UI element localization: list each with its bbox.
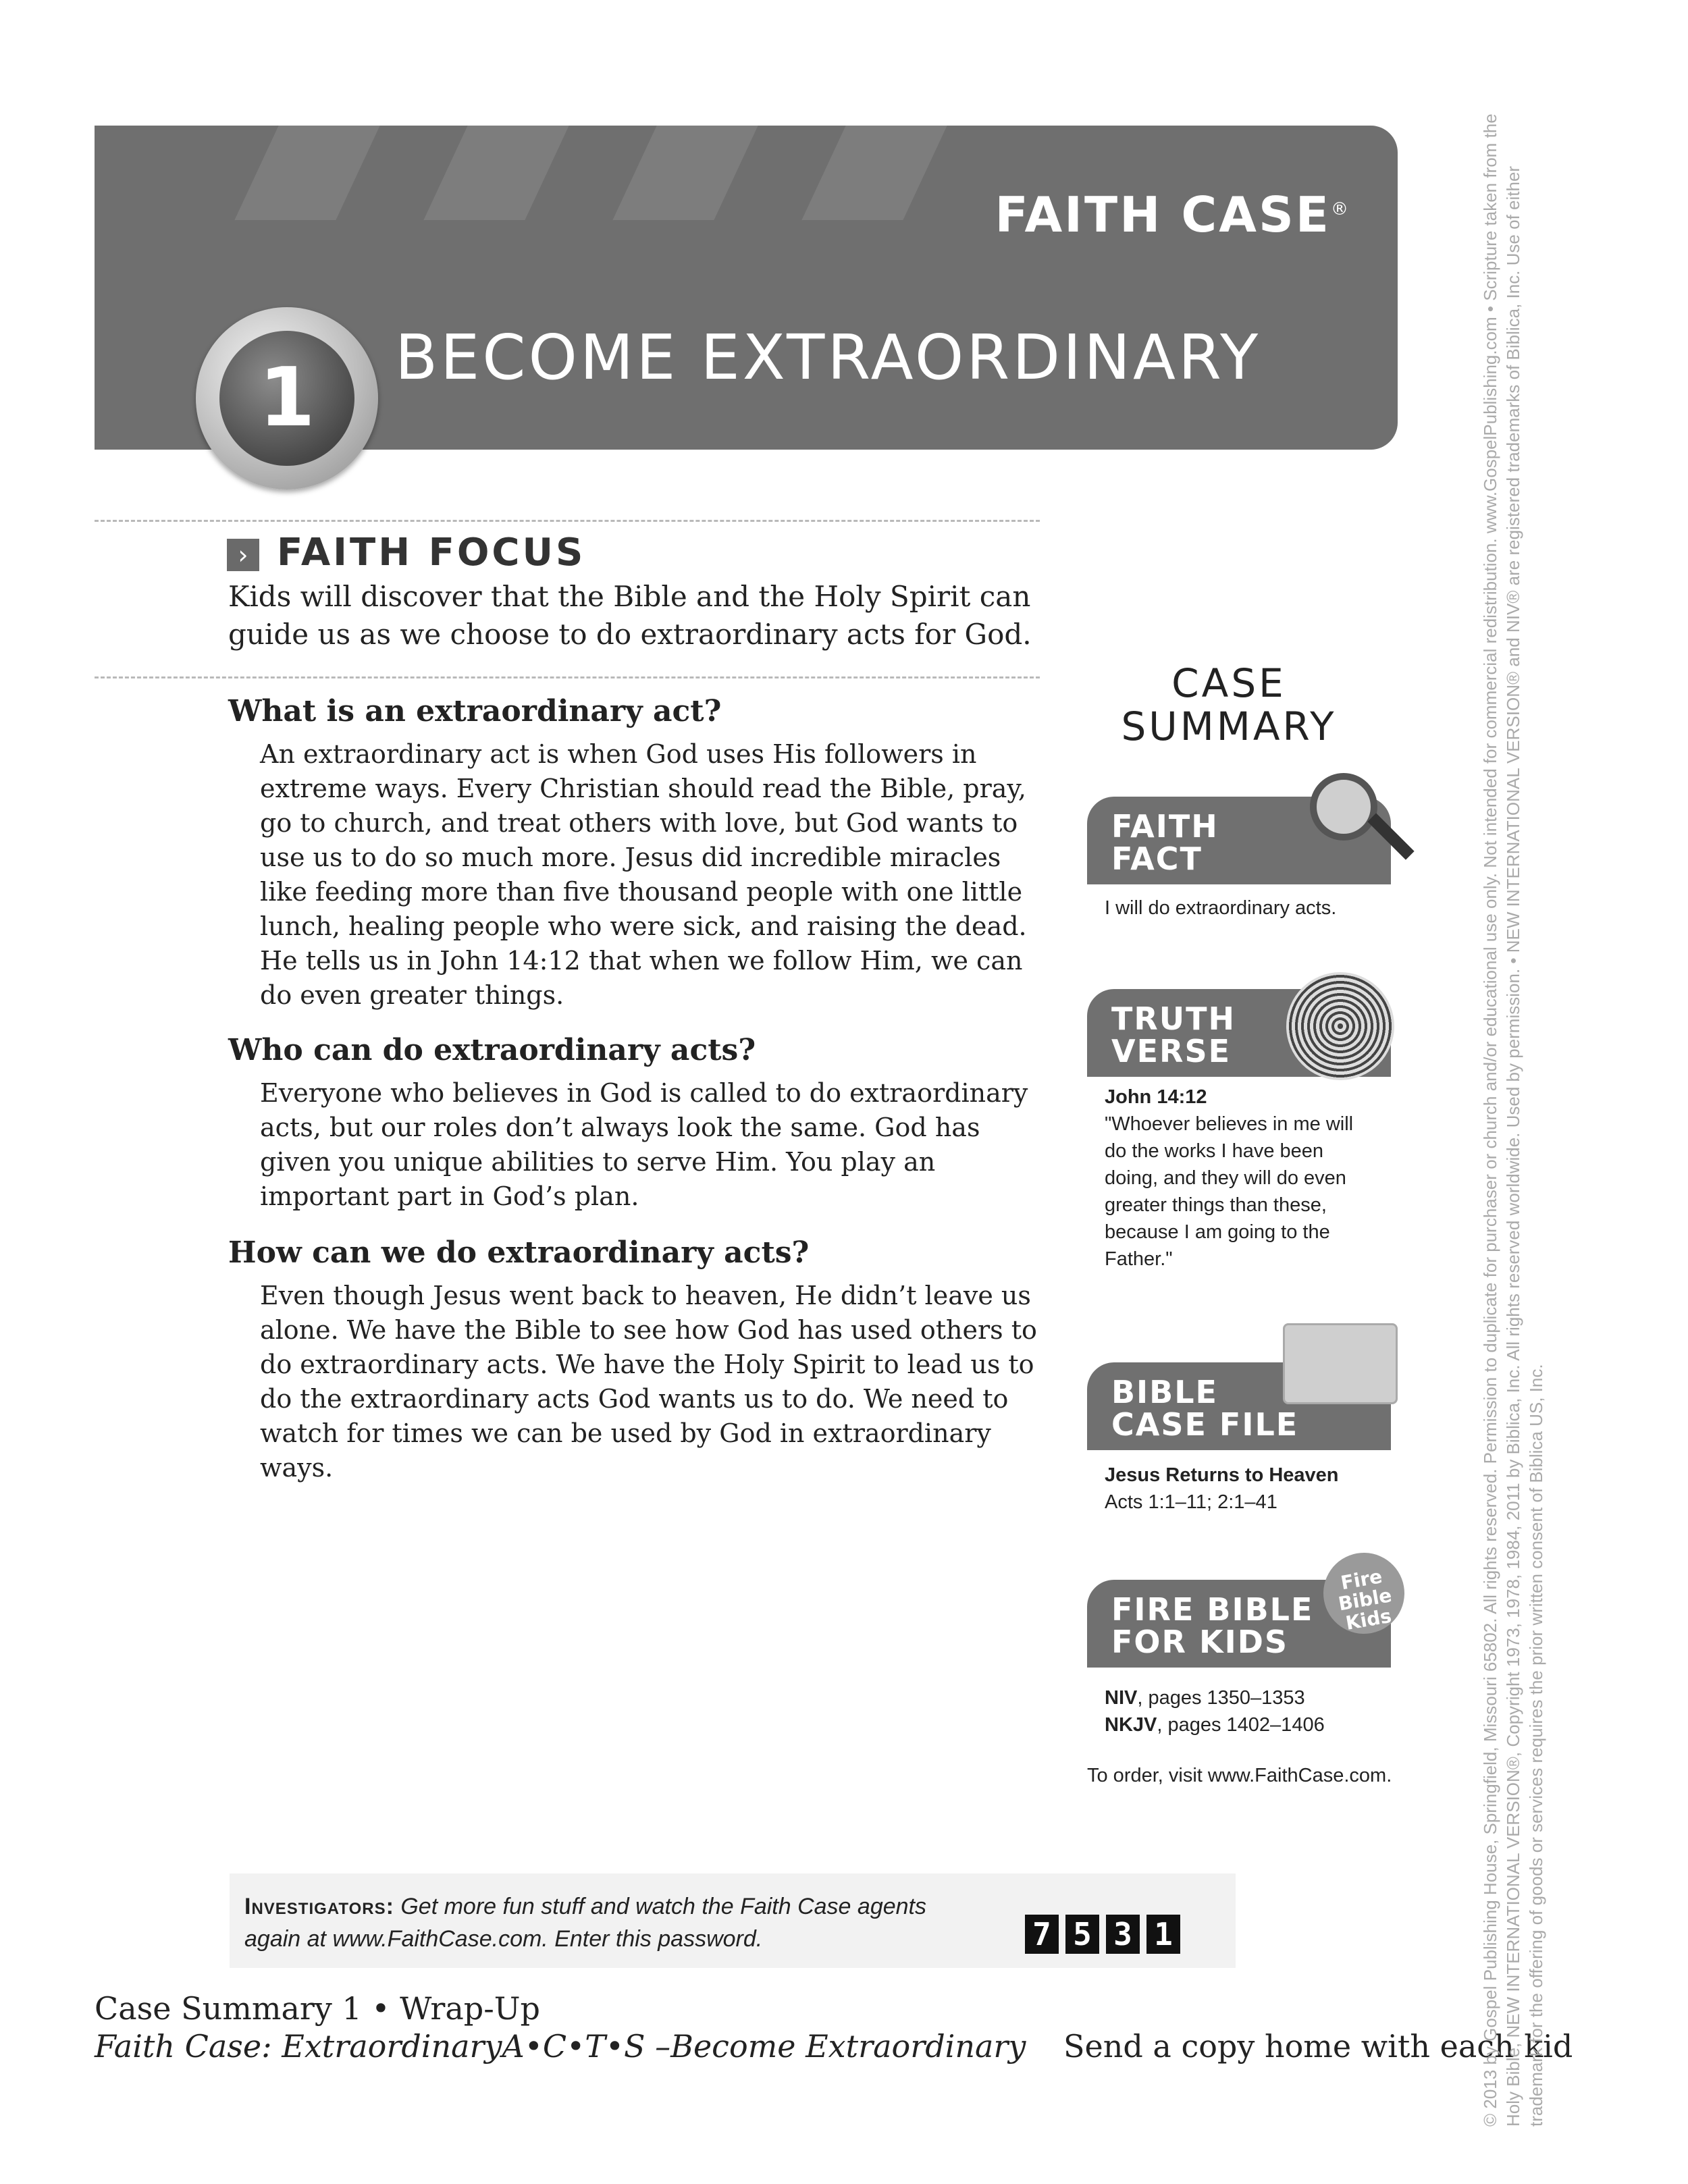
password-digit: 5 [1065,1915,1099,1954]
password-digit: 1 [1146,1915,1180,1954]
divider [95,676,1040,678]
folder-icon [1283,1323,1398,1404]
magnifier-icon [1310,773,1377,841]
faith-focus-text: Kids will discover that the Bible and the Holy Spirit can guide us as we choose to do extraordinary acts for God. [228,580,1032,651]
verse-text: "Whoever believes in me will do the works I have been doing, and they will do even greater things than these, because I am going to the Father." [1105,1113,1354,1270]
fire-bible-pages: NIV, pages 1350–1353 NKJV, pages 1402–1406 [1105,1687,1325,1736]
faith-fact-text: I will do extraordinary acts. [1105,897,1337,919]
fingerprint-icon [1286,972,1394,1080]
question-heading: How can we do extraordinary acts? [228,1235,810,1270]
footer-case-label: Case Summary 1 • Wrap-Up [95,1990,540,2027]
footer-instruction: Send a copy home with each kid [1063,2028,1573,2065]
faith-fact-tag: FAITH FACT [1087,797,1391,884]
answer-text: An extraordinary act is when God uses His followers in extreme ways. Every Christian should read the Bible, pray, go to church, and treat others with love, but God wants to use us to do so much more. Jesus did incredible miracles like feeding more than five thousand people with one little lunch, healing people who were sick, and raising the dead. He tells us in John 14:12 that when we follow Him, we can do even greater things. [260,739,1027,1010]
chevron-right-icon: › [227,539,259,571]
question-heading: Who can do extraordinary acts? [228,1033,756,1067]
truth-verse-block [1105,1084,1395,1273]
case-title: BECOME EXTRAORDINARY [395,321,1261,394]
divider [95,520,1040,522]
password-digit: 3 [1106,1915,1140,1954]
answer-text: Even though Jesus went back to heaven, He didn’t leave us alone. We have the Bible to see how God has used others to do extraordinary acts. We have the Holy Spirit to lead us to do the extraordinary acts God wants us to do. We need to watch for times we can be used by God in extraordinary ways. [260,1281,1037,1483]
case-summary-title: CASE SUMMARY [1121,660,1337,749]
bible-case-file-tag: BIBLE CASE FILE [1087,1362,1391,1450]
password-digit: 7 [1025,1915,1059,1954]
fire-bible-kids-logo: Fire Bible Kids [1317,1546,1410,1640]
answer-text: Everyone who believes in God is called to do extraordinary acts, but our roles don’t always look the same. God has given you unique abilities to serve Him. You play an important part in God’s plan. [260,1078,1028,1211]
brand-title: FAITH CASE® [995,186,1350,243]
faith-focus-heading: FAITH FOCUS [277,531,586,575]
investigators-text: Investigators: Get more fun stuff and watch the Faith Case agents again at www.FaithCase.com. Enter this password. [244,1894,926,1952]
bible-case-file-block [1105,1462,1395,1516]
verse-reference: John 14:12 [1105,1086,1207,1108]
question-heading: What is an extraordinary act? [228,694,722,728]
copyright-notice: © 2013 by Gospel Publishing House, Springfield, Missouri 65802. All rights reserved. Permission to duplicate for purchaser or church and/or educational use only. Not intended for commercial redistribution. www.GospelPublishing.com • Scripture taken from the Holy Bible, NEW INTERNATIONAL VERSION®, Copyright 1973, 1978, 1984, 2011 by Biblica, Inc. All rights reserved worldwide. Used by permission. • NEW INTERNATIONAL VERSION® and NIV® are registered trademarks of Biblica, Inc. Use of either trademark for the offering of goods or services requires the prior written consent of Biblica US, Inc. [1480,113,1546,2127]
story-title: Jesus Returns to Heaven [1105,1464,1339,1486]
truth-verse-tag: TRUTH VERSE [1087,989,1391,1077]
case-number: 1 [219,331,354,466]
story-reference: Acts 1:1–11; 2:1–41 [1105,1491,1277,1513]
footer-series-title: Faith Case: ExtraordinaryA•C•T•S –Become Extraordinary [95,2028,1026,2065]
case-number-badge [196,307,378,489]
fire-bible-tag: FIRE BIBLE FOR KIDS [1087,1580,1391,1668]
order-text: To order, visit www.FaithCase.com. [1087,1765,1392,1786]
